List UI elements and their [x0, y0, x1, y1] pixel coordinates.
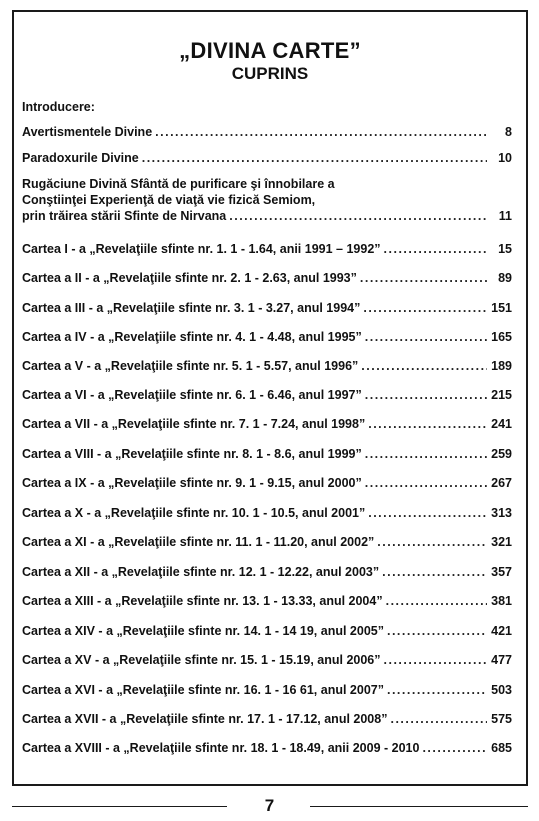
toc-entry: [22, 682, 512, 698]
toc-entry-page: 321: [491, 535, 512, 549]
toc-entry-page: 8: [505, 125, 512, 139]
toc-entry: [22, 150, 512, 166]
toc-entry-title: Cartea a XVI - a „Revelaţiile sfinte nr. 16. 1 - 16 61, anul 2007”: [22, 683, 384, 697]
toc-entry-multiline: [22, 176, 512, 224]
toc-entry-title: Cartea a III - a „Revelaţiile sfinte nr. 3. 1 - 3.27, anul 1994”: [22, 301, 361, 315]
toc-entry: [22, 387, 512, 403]
toc-entry-page: 11: [498, 209, 512, 223]
dot-leader: [365, 387, 487, 403]
contents-heading: CUPRINS: [231, 64, 309, 83]
toc-entry-title: Cartea a V - a „Revelaţiile sfinte nr. 5. 1 - 5.57, anul 1996”: [22, 359, 359, 373]
toc-entry-page: 259: [491, 447, 512, 461]
toc-entry-title: Cartea a XV - a „Revelaţiile sfinte nr. 15. 1 - 15.19, anul 2006”: [22, 653, 381, 667]
toc-entry-title: Cartea a IX - a „Revelaţiile sfinte nr. 9. 1 - 9.15, anul 2000”: [22, 476, 362, 490]
book-title: „DIVINA CARTE”: [179, 38, 361, 63]
toc-entry-line: Rugăciune Divină Sfântă de purificare şi înnobilare a: [22, 177, 335, 191]
dot-leader: [365, 329, 487, 345]
toc-entry: [22, 475, 512, 491]
page-frame: [12, 10, 528, 786]
toc-entry-title: Cartea a II - a „Revelaţiile sfinte nr. 2. 1 - 2.63, anul 1993”: [22, 271, 357, 285]
dot-leader: [361, 358, 487, 374]
dot-leader: [155, 124, 487, 140]
toc-entry-title: Cartea a XIV - a „Revelaţiile sfinte nr. 14. 1 - 14 19, anul 2005”: [22, 624, 384, 638]
toc-entry-title: Cartea a XII - a „Revelaţiile sfinte nr. 12. 1 - 12.22, anul 2003”: [22, 565, 380, 579]
toc-entry: [22, 446, 512, 462]
dot-leader: [368, 416, 487, 432]
toc-intro-heading: [22, 99, 512, 115]
toc-entry-page: 357: [491, 565, 512, 579]
toc-entry: [22, 564, 512, 580]
toc-entry-page: 575: [491, 712, 512, 726]
toc-entry-title: Avertismentele Divine: [22, 125, 153, 139]
toc-entry-page: 267: [491, 476, 512, 490]
toc-entry: [22, 652, 512, 668]
dot-leader: [363, 300, 487, 316]
toc-entry-title: Cartea a XIII - a „Revelaţiile sfinte nr. 13. 1 - 13.33, anul 2004”: [22, 594, 383, 608]
toc-entry: [22, 505, 512, 521]
toc-entry-page: 165: [491, 330, 512, 344]
toc-entry: [22, 358, 512, 374]
dot-leader: [142, 150, 487, 166]
toc-entry: [22, 623, 512, 639]
toc-entry-title: Cartea a X - a „Revelaţiile sfinte nr. 10. 1 - 10.5, anul 2001”: [22, 506, 366, 520]
toc-entry: [22, 593, 512, 609]
toc-entry-title: Cartea a IV - a „Revelaţiile sfinte nr. 4. 1 - 4.48, anul 1995”: [22, 330, 362, 344]
toc-entry: [22, 416, 512, 432]
toc-entry-page: 151: [491, 301, 512, 315]
intro-label: Introducere:: [22, 100, 95, 114]
toc-entry-page: 15: [498, 242, 512, 256]
dot-leader: [390, 711, 487, 727]
toc-entry-title: Cartea I - a „Revelaţiile sfinte nr. 1. 1 - 1.64, anii 1991 – 1992”: [22, 242, 381, 256]
dot-leader: [422, 740, 487, 756]
dot-leader: [387, 682, 487, 698]
page-number: 7: [264, 796, 275, 815]
toc-entry: [22, 711, 512, 727]
dot-leader: [368, 505, 487, 521]
dot-leader: [360, 270, 487, 286]
toc-entry: [22, 534, 512, 550]
toc-entry-title: Cartea a VIII - a „Revelaţiile sfinte nr. 8. 1 - 8.6, anul 1999”: [22, 447, 362, 461]
toc-entry: [22, 241, 512, 257]
toc-entry-page: 503: [491, 683, 512, 697]
toc-entry-title: Paradoxurile Divine: [22, 151, 139, 165]
toc-entry-line: Conştiinţei Experienţă de viaţă vie fizică Semiom,: [22, 193, 316, 207]
toc-entry-page: 10: [498, 151, 512, 165]
dot-leader: [384, 241, 487, 257]
toc-entry: [22, 124, 512, 140]
dot-leader: [377, 534, 487, 550]
dot-leader: [386, 593, 487, 609]
toc-entry-page: 215: [491, 388, 512, 402]
toc-entry-title: prin trăirea stării Sfinte de Nirvana: [22, 209, 227, 223]
dot-leader: [229, 208, 487, 224]
toc-entry-title: Cartea a XI - a „Revelaţiile sfinte nr. 11. 1 - 11.20, anul 2002”: [22, 535, 375, 549]
toc-entry-page: 189: [491, 359, 512, 373]
toc-entry-title: Cartea a VII - a „Revelaţiile sfinte nr. 7. 1 - 7.24, anul 1998”: [22, 417, 366, 431]
toc-entry-title: Cartea a XVII - a „Revelaţiile sfinte nr. 17. 1 - 17.12, anul 2008”: [22, 712, 388, 726]
toc-entry-page: 685: [491, 741, 512, 755]
dot-leader: [365, 446, 487, 462]
toc-entry: [22, 270, 512, 286]
toc-entry-page: 477: [491, 653, 512, 667]
toc-entry-title: Cartea a VI - a „Revelaţiile sfinte nr. 6. 1 - 6.46, anul 1997”: [22, 388, 362, 402]
toc-entry-page: 313: [491, 506, 512, 520]
toc-entry: [22, 740, 512, 756]
toc-entry: [22, 329, 512, 345]
toc-entry: [22, 300, 512, 316]
dot-leader: [384, 652, 487, 668]
dot-leader: [382, 564, 487, 580]
toc-entry-page: 381: [491, 594, 512, 608]
dot-leader: [365, 475, 487, 491]
dot-leader: [387, 623, 487, 639]
toc-entry-title: Cartea a XVIII - a „Revelaţiile sfinte nr. 18. 1 - 18.49, anii 2009 - 2010: [22, 741, 420, 755]
toc-entry-page: 241: [491, 417, 512, 431]
toc-entry-page: 421: [491, 624, 512, 638]
toc-entry-page: 89: [498, 271, 512, 285]
